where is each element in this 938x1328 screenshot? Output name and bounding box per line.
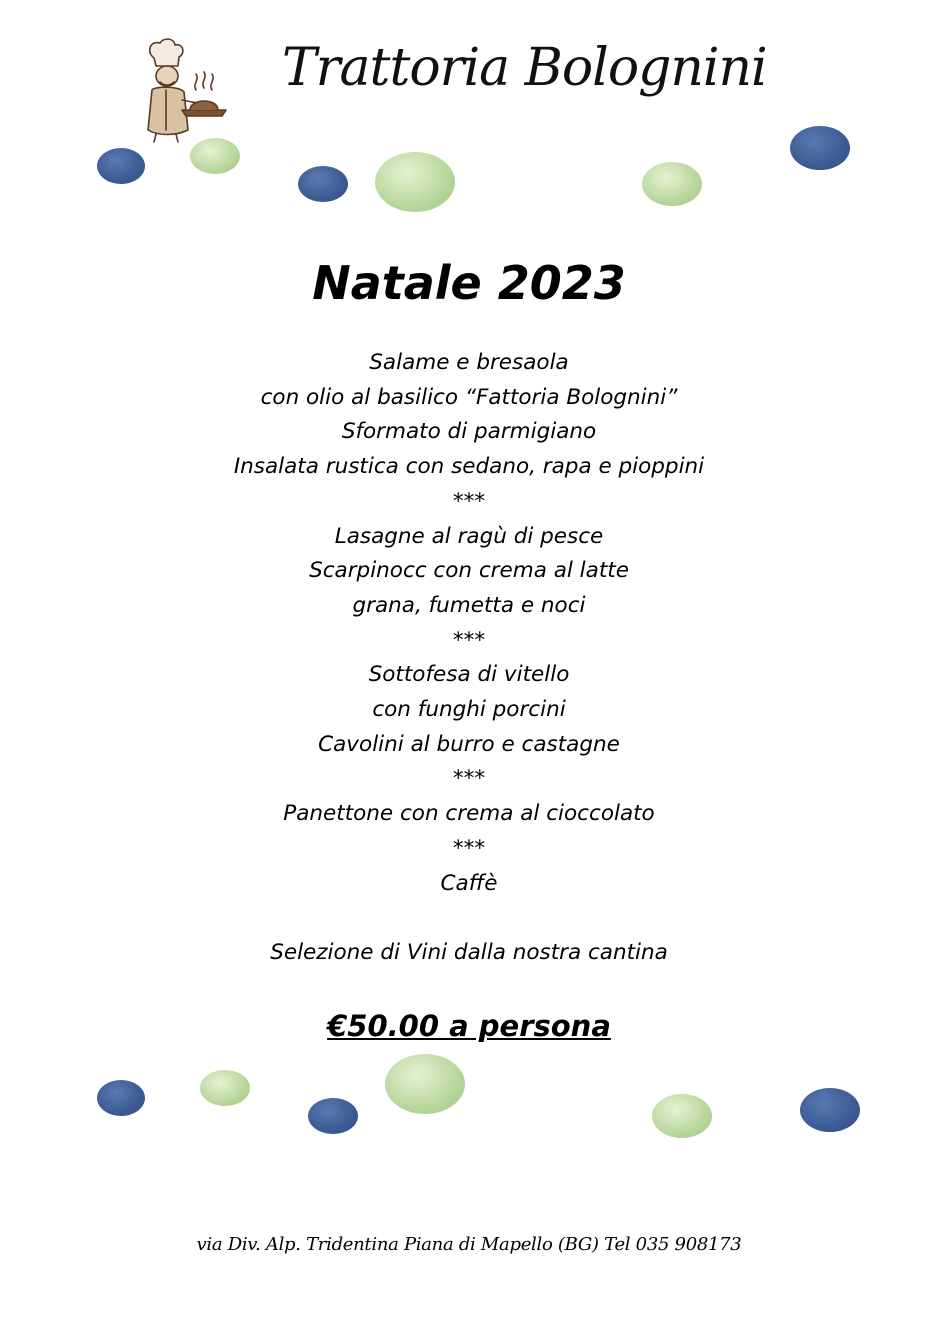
course-separator: *** — [452, 835, 486, 861]
price — [0, 1004, 938, 1048]
footer-address: via Div. Alp. Tridentina Piana di Mapello (BG) Tel 035 908173 — [196, 1234, 742, 1255]
decorative-dot — [298, 166, 348, 202]
decorative-dot — [652, 1094, 712, 1138]
menu-item: Sformato di parmigiano — [341, 419, 597, 445]
menu-item: con funghi porcini — [372, 697, 566, 723]
menu-list — [0, 346, 938, 901]
menu-item: Lasagne al ragù di pesce — [334, 523, 604, 549]
menu-item: Panettone con crema al cioccolato — [283, 801, 655, 827]
course-separator: *** — [452, 766, 486, 792]
menu-item: grana, fumetta e noci — [352, 592, 586, 618]
decorative-dot — [800, 1088, 860, 1132]
restaurant-name: Trattoria Bolognini — [282, 38, 767, 98]
course-separator: *** — [452, 488, 486, 514]
menu-item: Insalata rustica con sedano, rapa e pioppini — [233, 454, 705, 480]
menu-item: Caffè — [440, 870, 498, 896]
menu-item: Cavolini al burro e castagne — [318, 731, 620, 757]
decorative-dot — [385, 1054, 465, 1114]
menu-item: Scarpinocc con crema al latte — [309, 558, 629, 584]
decorative-dot — [308, 1098, 358, 1134]
decorative-dot — [375, 152, 455, 212]
decorative-dot — [97, 148, 145, 184]
course-separator: *** — [452, 627, 486, 653]
decorative-dot — [97, 1080, 145, 1116]
decorative-dot — [790, 126, 850, 170]
menu-item: Sottofesa di vitello — [368, 662, 570, 688]
decorative-dot — [190, 138, 240, 174]
chef-icon — [138, 38, 230, 144]
menu-item: con olio al basilico “Fattoria Bolognini” — [260, 384, 678, 410]
decorative-dot — [200, 1070, 250, 1106]
page-title: Natale 2023 — [312, 256, 626, 310]
wine-selection: Selezione di Vini dalla nostra cantina — [270, 940, 668, 965]
price-text: €50.00 a persona — [327, 1009, 611, 1043]
decorative-dot — [642, 162, 702, 206]
menu-item: Salame e bresaola — [369, 350, 569, 375]
